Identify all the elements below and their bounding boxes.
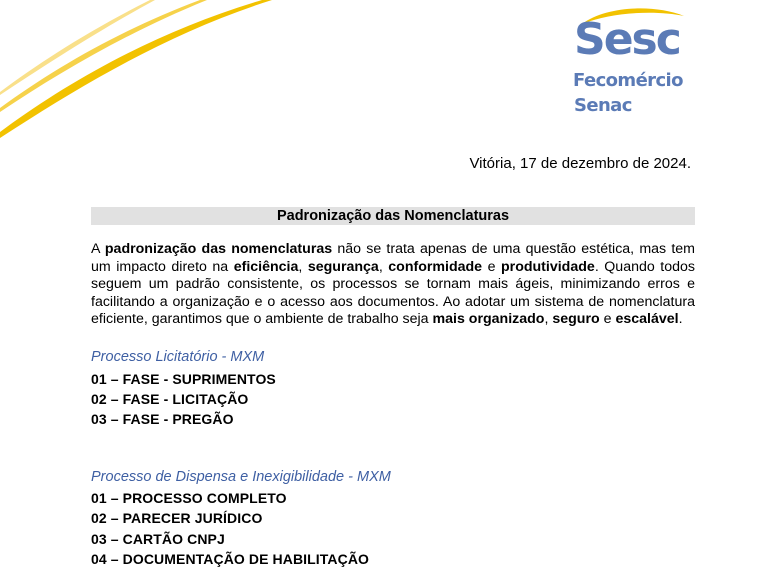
list-item: 01 – PROCESSO COMPLETO — [91, 490, 287, 506]
document-date: Vitória, 17 de dezembro de 2024. — [469, 155, 691, 172]
decorative-swoosh — [0, 0, 280, 140]
intro-emphasis: escalável — [615, 311, 679, 327]
logo-senac-text: Senac — [574, 95, 632, 116]
document-title: Padronização das Nomenclaturas — [91, 207, 695, 225]
intro-text: não se trata apenas de uma questão estética, mas tem um impacto direto na — [91, 241, 695, 275]
list-item: 04 – DOCUMENTAÇÃO DE HABILITAÇÃO — [91, 551, 370, 567]
intro-emphasis: conformidade — [388, 258, 483, 275]
logo-sesc-text: Sesc — [574, 14, 680, 65]
list-item: 03 – CARTÃO CNPJ — [91, 531, 225, 547]
intro-emphasis: mais organizado — [432, 311, 545, 327]
list-item: 02 – FASE - LICITAÇÃO — [91, 391, 249, 407]
intro-text: e — [482, 258, 501, 275]
intro-text: , — [378, 258, 389, 275]
intro-text: , — [544, 311, 553, 327]
section-heading-licitatorio: Processo Licitatório - MXM — [91, 349, 265, 365]
logo-fecomercio-text: Fecomércio — [573, 70, 683, 91]
intro-paragraph — [91, 241, 695, 329]
intro-text: e — [599, 311, 616, 327]
intro-text: . — [678, 311, 683, 327]
intro-emphasis: produtividade — [501, 258, 595, 275]
sesc-logo — [568, 4, 698, 116]
intro-text: A — [91, 241, 105, 257]
intro-emphasis: seguro — [552, 311, 600, 327]
intro-emphasis: eficiência — [233, 258, 299, 275]
list-item: 03 – FASE - PREGÃO — [91, 411, 234, 427]
list-item: 01 – FASE - SUPRIMENTOS — [91, 371, 276, 387]
section-heading-dispensa: Processo de Dispensa e Inexigibilidade - MXM — [91, 469, 391, 485]
intro-emphasis: padronização das nomenclaturas — [104, 241, 333, 257]
intro-emphasis: segurança — [307, 258, 379, 275]
list-item: 02 – PARECER JURÍDICO — [91, 510, 263, 526]
intro-text: . Quando todos seguem um padrão consistente, os processos se tornam mais ágeis, minimizando erros e facilitando a organização e o acesso aos documentos. Ao adotar um sistema de nomenclatura eficiente, garantimos que o ambiente de trabalho seja — [91, 258, 695, 327]
intro-text: , — [298, 258, 308, 275]
